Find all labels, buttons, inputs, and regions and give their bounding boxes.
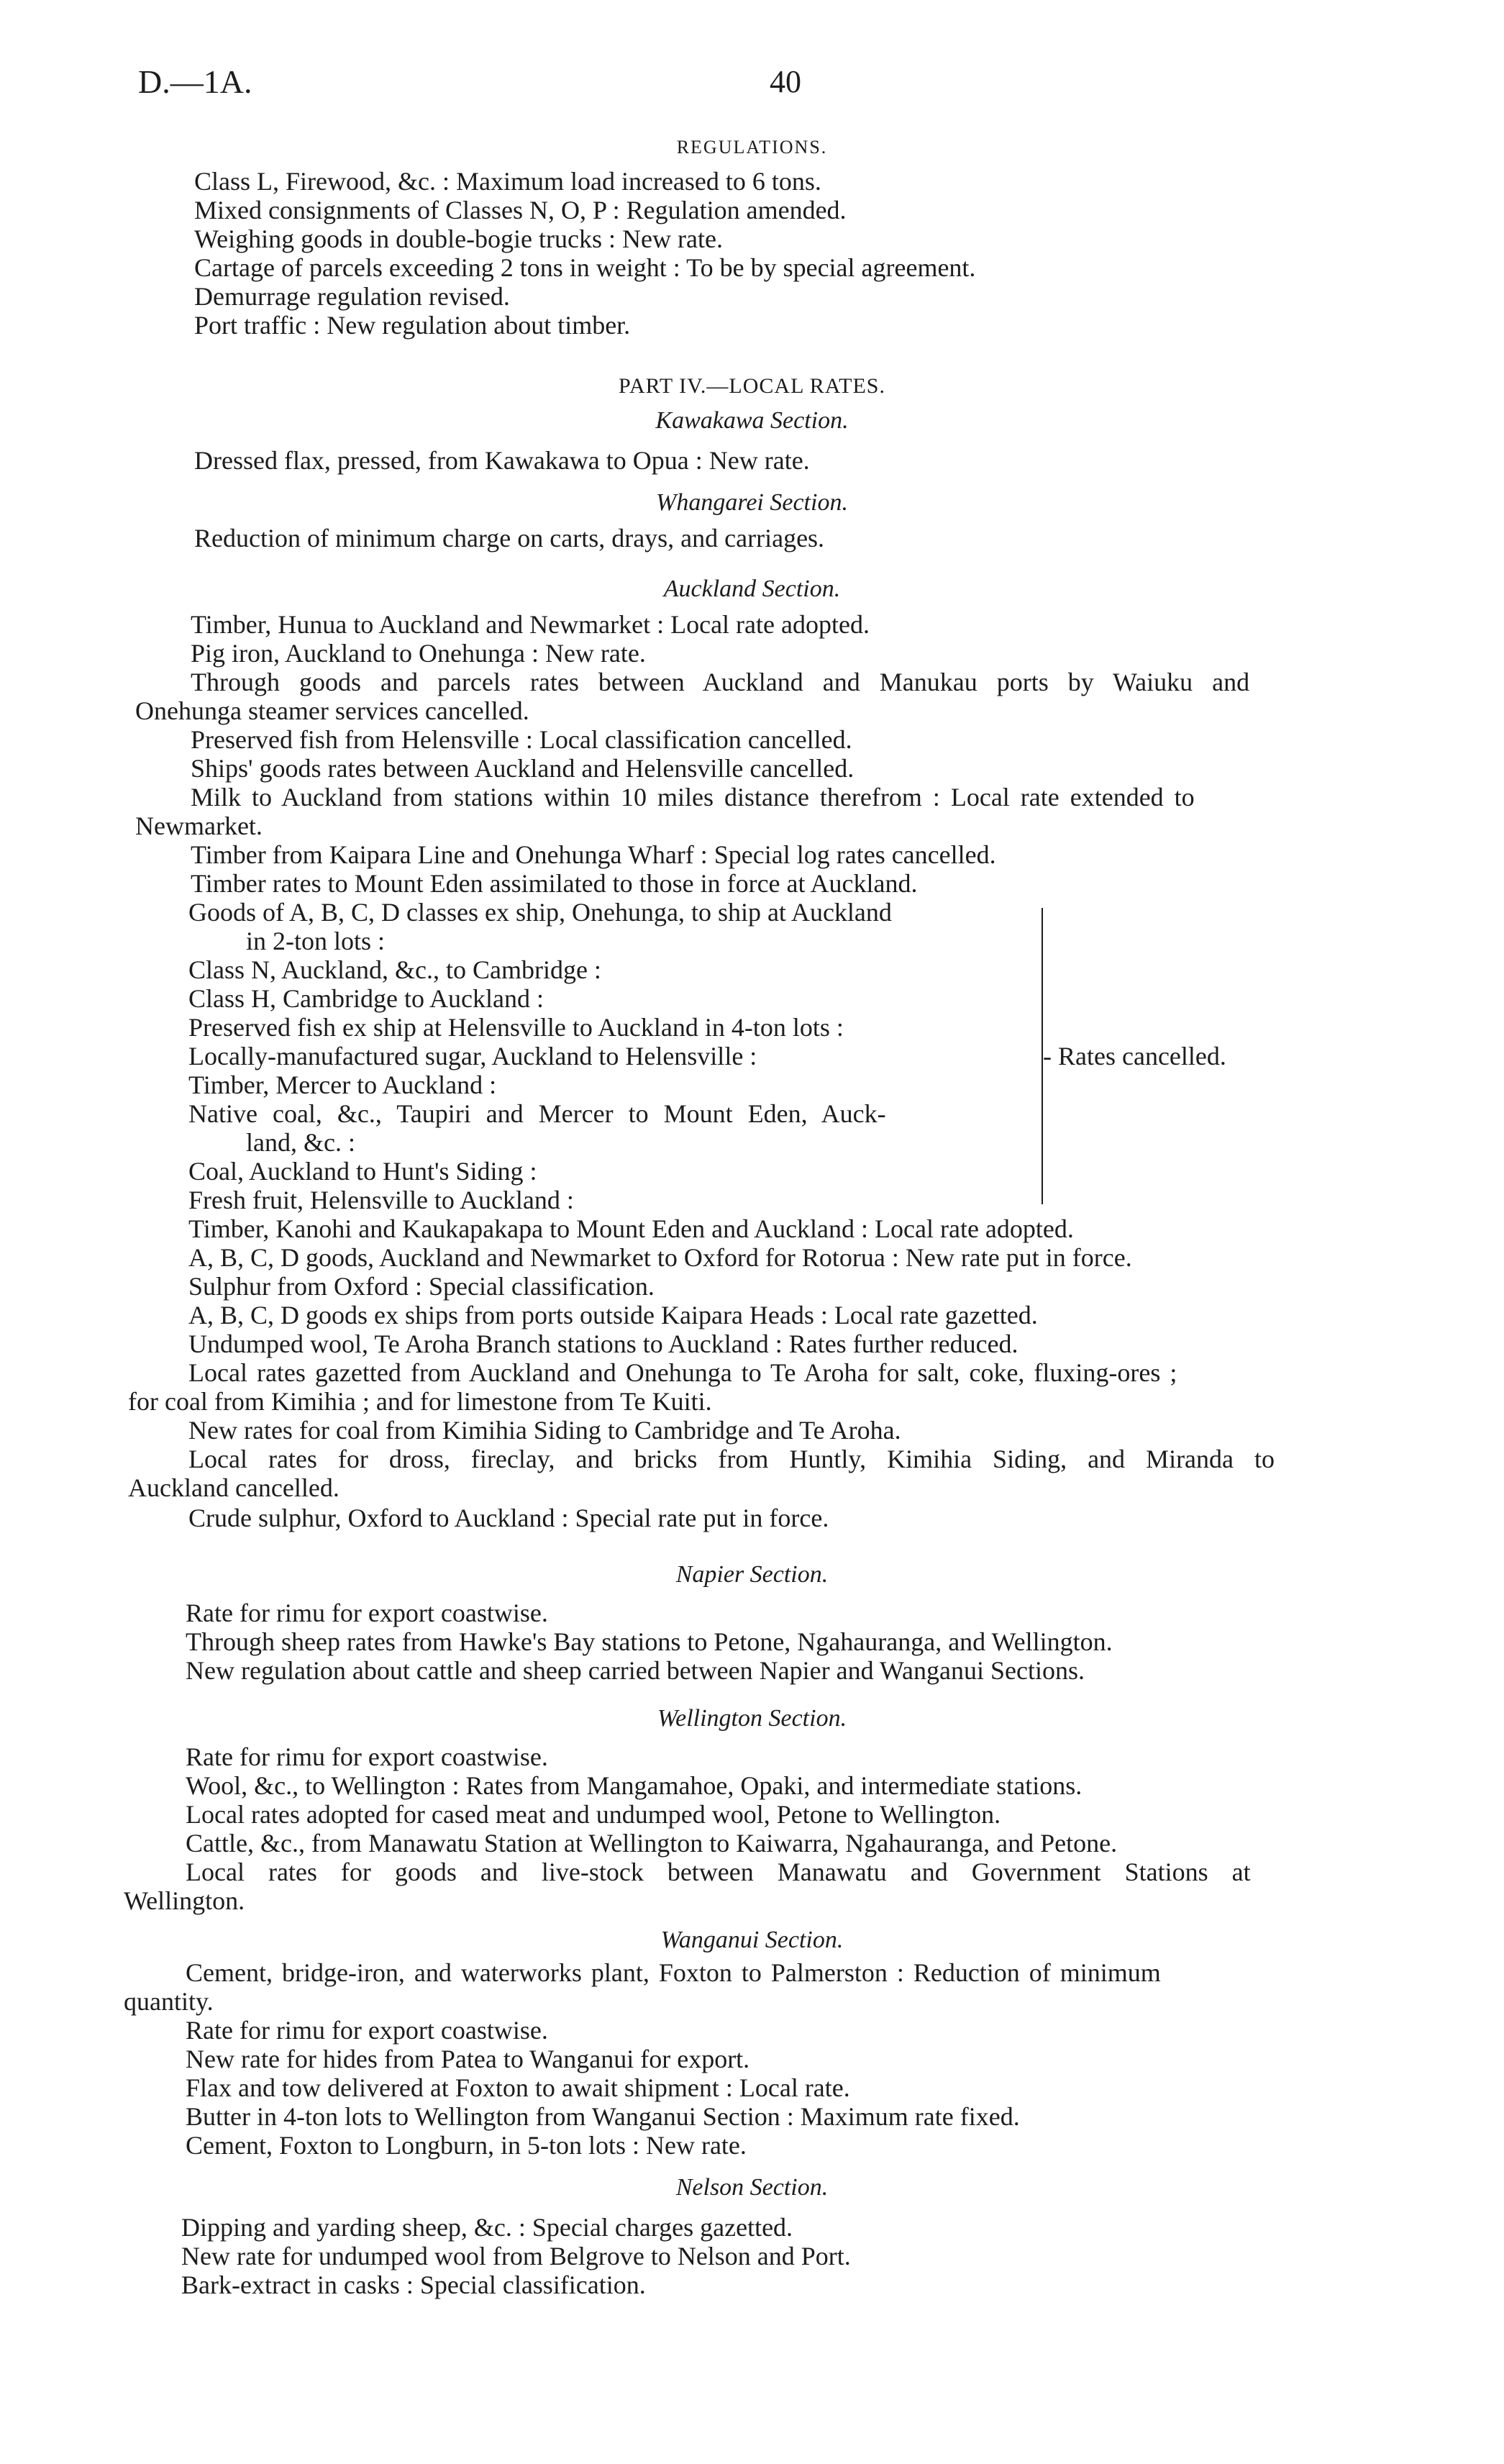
- cancelled-item: Class N, Auckland, &c., to Cambridge :: [188, 955, 601, 984]
- nelson-item: New rate for undumped wool from Belgrove to Nelson and Port.: [181, 2242, 851, 2270]
- regulation-item: Cartage of parcels exceeding 2 tons in weight : To be by special agreement.: [194, 253, 976, 282]
- cancelled-item: Class H, Cambridge to Auckland :: [188, 984, 544, 1013]
- auckland-item: Timber, Hunua to Auckland and Newmarket : Local rate adopted.: [191, 610, 870, 639]
- cancelled-label-text: Rates cancelled.: [1058, 1042, 1226, 1070]
- wanganui-item: New rate for hides from Patea to Wanganui for export.: [186, 2045, 750, 2073]
- kawakawa-item: Dressed flax, pressed, from Kawakawa to Opua : New rate.: [194, 446, 810, 475]
- auckland-item: Local rates for dross, fireclay, and bricks from Huntly, Kimihia Siding, and Miranda to: [188, 1445, 1275, 1473]
- regulation-item: Mixed consignments of Classes N, O, P : Regulation amended.: [194, 196, 847, 224]
- auckland-item: New rates for coal from Kimihia Siding to Cambridge and Te Aroha.: [188, 1416, 901, 1445]
- whangarei-section-title: Whangarei Section.: [656, 489, 848, 516]
- auckland-item: Milk to Auckland from stations within 10 miles distance therefrom : Local rate extended to: [191, 783, 1195, 812]
- wanganui-item-continuation: quantity.: [124, 1987, 214, 2016]
- cancelled-item: Locally-manufactured sugar, Auckland to Helensville :: [188, 1042, 757, 1070]
- cancelled-item: Goods of A, B, C, D classes ex ship, Onehunga, to ship at Auckland: [188, 898, 892, 927]
- auckland-item-justified: [191, 668, 1392, 696]
- napier-item: Rate for rimu for export coastwise.: [186, 1599, 548, 1627]
- auckland-item: Timber from Kaipara Line and Onehunga Wharf : Special log rates cancelled.: [191, 840, 996, 869]
- auckland-item: Timber rates to Mount Eden assimilated to those in force at Auckland.: [191, 869, 918, 898]
- auckland-item-continuation: Newmarket.: [135, 812, 263, 840]
- auckland-item: Sulphur from Oxford : Special classification.: [188, 1272, 655, 1301]
- wanganui-item: Flax and tow delivered at Foxton to await shipment : Local rate.: [186, 2073, 850, 2102]
- wellington-item: Wool, &c., to Wellington : Rates from Mangamahoe, Opaki, and intermediate stations.: [186, 1771, 1083, 1800]
- wanganui-item: Cement, Foxton to Longburn, in 5-ton lots : New rate.: [186, 2131, 747, 2160]
- wanganui-item: Rate for rimu for export coastwise.: [186, 2016, 548, 2045]
- auckland-section-title: Auckland Section.: [663, 576, 841, 602]
- cancelled-item: Fresh fruit, Helensville to Auckland :: [188, 1186, 574, 1214]
- napier-section-title: Napier Section.: [675, 1561, 829, 1588]
- regulation-item: Weighing goods in double-bogie trucks : New rate.: [194, 224, 723, 253]
- auckland-item-continuation: Onehunga steamer services cancelled.: [135, 696, 529, 725]
- document-code: D.—1A.: [138, 63, 252, 100]
- page-number: 40: [770, 64, 801, 99]
- wanganui-item: Cement, bridge-iron, and waterworks plant, Foxton to Palmerston : Reduction of minimum: [186, 1958, 1161, 1987]
- auckland-item: Pig iron, Auckland to Onehunga : New rate.: [191, 639, 646, 668]
- auckland-item: A, B, C, D goods, Auckland and Newmarket to Oxford for Rotorua : New rate put in force.: [188, 1243, 1132, 1272]
- nelson-section-title: Nelson Section.: [675, 2174, 829, 2201]
- wellington-item: Local rates adopted for cased meat and undumped wool, Petone to Wellington.: [186, 1800, 1001, 1829]
- auckland-item: Undumped wool, Te Aroha Branch stations to Auckland : Rates further reduced.: [188, 1329, 1018, 1358]
- auckland-item-continuation: for coal from Kimihia ; and for limestone from Te Kuiti.: [128, 1387, 712, 1416]
- auckland-item: Local rates gazetted from Auckland and Onehunga to Te Aroha for salt, coke, fluxing-ores ;: [188, 1358, 1177, 1387]
- cancelled-item: Timber, Mercer to Auckland :: [188, 1070, 497, 1099]
- napier-item: Through sheep rates from Hawke's Bay stations to Petone, Ngahauranga, and Wellington.: [186, 1627, 1113, 1656]
- part-iv-heading: PART IV.—LOCAL RATES.: [619, 374, 885, 398]
- cancelled-item-continuation: land, &c. :: [246, 1128, 355, 1157]
- wellington-item: Rate for rimu for export coastwise.: [186, 1742, 548, 1771]
- cancelled-label: - Rates cancelled.: [1043, 1042, 1226, 1070]
- napier-item: New regulation about cattle and sheep carried between Napier and Wanganui Sections.: [186, 1656, 1085, 1685]
- wellington-item: Cattle, &c., from Manawatu Station at Wellington to Kaiwarra, Ngahauranga, and Petone.: [186, 1829, 1118, 1858]
- regulation-item: Class L, Firewood, &c. : Maximum load increased to 6 tons.: [194, 167, 821, 196]
- nelson-item: Bark-extract in casks : Special classification.: [181, 2270, 646, 2299]
- regulations-heading: REGULATIONS.: [676, 137, 828, 158]
- cancelled-item: Native coal, &c., Taupiri and Mercer to Mount Eden, Auck-: [188, 1099, 886, 1128]
- whangarei-item: Reduction of minimum charge on carts, drays, and carriages.: [194, 524, 825, 553]
- cancelled-item: Coal, Auckland to Hunt's Siding :: [188, 1157, 537, 1186]
- auckland-item: A, B, C, D goods ex ships from ports outside Kaipara Heads : Local rate gazetted.: [188, 1301, 1038, 1329]
- wellington-section-title: Wellington Section.: [657, 1705, 847, 1732]
- nelson-item: Dipping and yarding sheep, &c. : Special charges gazetted.: [181, 2213, 793, 2242]
- cancelled-item: Preserved fish ex ship at Helensville to Auckland in 4-ton lots :: [188, 1013, 844, 1042]
- auckland-item: Ships' goods rates between Auckland and Helensville cancelled.: [191, 754, 854, 783]
- auckland-item-continuation: Auckland cancelled.: [128, 1473, 339, 1502]
- auckland-item: Crude sulphur, Oxford to Auckland : Special rate put in force.: [188, 1504, 829, 1532]
- wellington-item-continuation: Wellington.: [124, 1886, 245, 1915]
- wanganui-item: Butter in 4-ton lots to Wellington from Wanganui Section : Maximum rate fixed.: [186, 2102, 1020, 2131]
- regulation-item: Port traffic : New regulation about timber.: [194, 311, 631, 340]
- auckland-item: Preserved fish from Helensville : Local classification cancelled.: [191, 725, 852, 754]
- wellington-item: Local rates for goods and live-stock between Manawatu and Government Stations at: [186, 1858, 1251, 1886]
- wanganui-section-title: Wanganui Section.: [660, 1927, 844, 1953]
- auckland-item-text: Through goods and parcels rates between Auckland and Manukau ports by Waiuku and: [191, 668, 1250, 696]
- kawakawa-section-title: Kawakawa Section.: [655, 407, 849, 434]
- cancelled-item-continuation: in 2-ton lots :: [246, 927, 386, 955]
- auckland-item: Timber, Kanohi and Kaukapakapa to Mount Eden and Auckland : Local rate adopted.: [188, 1214, 1074, 1243]
- regulation-item: Demurrage regulation revised.: [194, 282, 510, 311]
